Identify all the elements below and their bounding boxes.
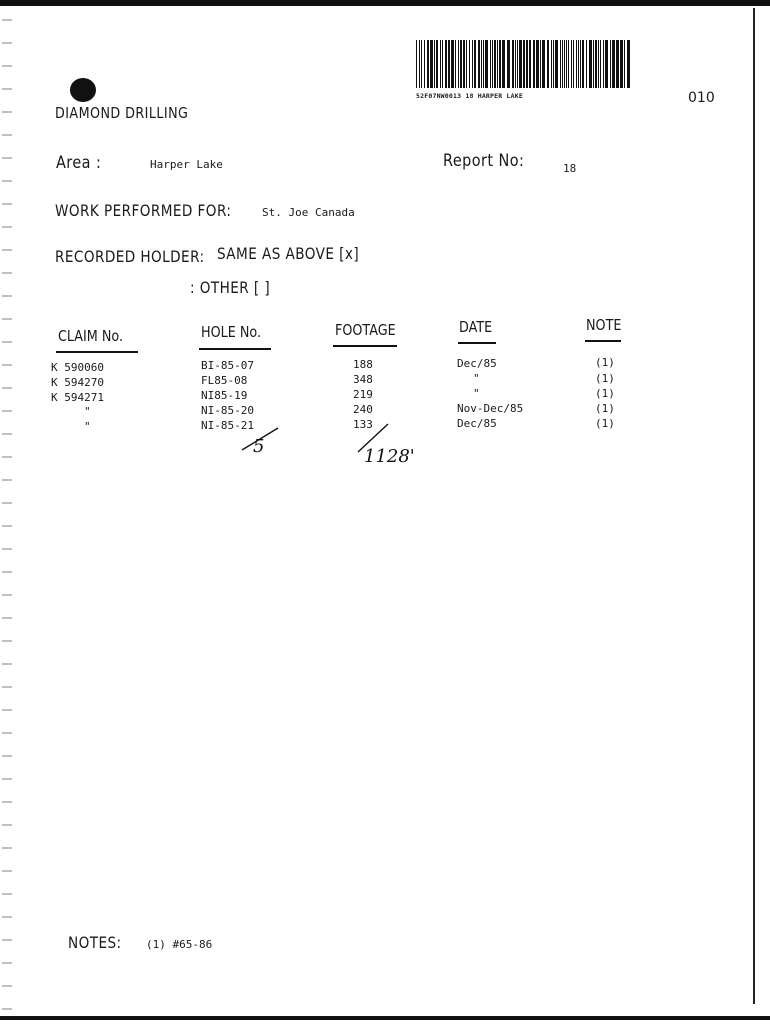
table-cell-date: " xyxy=(473,387,480,400)
table-cell-claim: " xyxy=(84,405,91,418)
barcode-bar xyxy=(593,40,594,88)
header-footage: FOOTAGE xyxy=(335,321,396,339)
table-cell-note: (1) xyxy=(595,417,615,430)
table-cell-note: (1) xyxy=(595,402,615,415)
header-note: NOTE xyxy=(586,316,622,334)
barcode-bar xyxy=(430,40,433,88)
recorded-holder-label: RECORDED HOLDER: xyxy=(55,247,205,266)
work-performed-value: St. Joe Canada xyxy=(262,206,355,219)
report-value: 18 xyxy=(563,162,577,175)
barcode-bar xyxy=(427,40,429,88)
barcode-bar xyxy=(460,40,462,88)
page-number: 010 xyxy=(688,90,715,106)
barcode-bar xyxy=(507,40,510,88)
table-cell-date: Nov-Dec/85 xyxy=(457,402,524,415)
barcode-bar xyxy=(560,40,561,88)
barcode-bar xyxy=(469,40,470,88)
barcode-bar xyxy=(419,40,420,88)
table-cell-date: Dec/85 xyxy=(457,417,497,430)
barcode-bar xyxy=(547,40,549,88)
barcode-bar xyxy=(533,40,535,88)
barcode-bar xyxy=(519,40,522,88)
notes-label: NOTES: xyxy=(68,933,122,952)
table-cell-date: Dec/85 xyxy=(457,357,497,370)
barcode-bar xyxy=(497,40,498,88)
barcode-bar xyxy=(436,40,438,88)
table-cell-hole: NI-85-21 xyxy=(201,419,254,432)
top-border xyxy=(0,0,770,6)
barcode-bar xyxy=(582,40,584,88)
right-border xyxy=(753,8,755,1004)
barcode-bar xyxy=(490,40,491,88)
table-cell-note: (1) xyxy=(595,356,615,369)
barcode xyxy=(416,40,634,88)
barcode-bar xyxy=(494,40,496,88)
other-option: : OTHER [ ] xyxy=(190,278,271,297)
barcode-bar xyxy=(440,40,441,88)
table-cell-footage: 348 xyxy=(353,373,373,386)
table-cell-claim: K 590060 xyxy=(51,361,104,374)
barcode-bar xyxy=(529,40,531,88)
table-cell-hole: NI85-19 xyxy=(201,389,248,402)
table-cell-date: " xyxy=(473,372,480,385)
table-cell-hole: FL85-08 xyxy=(201,374,248,387)
barcode-bar xyxy=(442,40,443,88)
header-rule xyxy=(56,351,138,353)
barcode-bar xyxy=(515,40,516,88)
barcode-bar xyxy=(562,40,563,88)
table-cell-note: (1) xyxy=(595,387,615,400)
barcode-bar xyxy=(472,40,473,88)
barcode-bar xyxy=(551,40,552,88)
barcode-bar xyxy=(448,40,450,88)
ink-blot xyxy=(70,78,96,102)
barcode-bar xyxy=(485,40,488,88)
table-cell-note: (1) xyxy=(595,372,615,385)
barcode-bar xyxy=(603,40,604,88)
barcode-bar xyxy=(455,40,456,88)
barcode-bar xyxy=(445,40,447,88)
barcode-bar xyxy=(481,40,482,88)
barcode-bar xyxy=(424,40,425,88)
barcode-bar xyxy=(502,40,505,88)
barcode-bar xyxy=(553,40,554,88)
barcode-bar xyxy=(555,40,558,88)
table-cell-footage: 219 xyxy=(353,388,373,401)
barcode-bar xyxy=(458,40,459,88)
header-rule xyxy=(199,348,271,350)
bottom-border xyxy=(0,1016,770,1020)
table-cell-hole: BI-85-07 xyxy=(201,359,254,372)
header-rule xyxy=(458,342,496,344)
barcode-bar xyxy=(478,40,480,88)
barcode-bar xyxy=(517,40,518,88)
area-value: Harper Lake xyxy=(150,158,223,171)
barcode-bar xyxy=(578,40,579,88)
barcode-bar xyxy=(571,40,572,88)
barcode-bar xyxy=(492,40,493,88)
header-date: DATE xyxy=(459,318,493,336)
barcode-bar xyxy=(483,40,484,88)
barcode-bar xyxy=(568,40,569,88)
table-cell-claim: K 594271 xyxy=(51,391,104,404)
barcode-bar xyxy=(466,40,467,88)
barcode-bar xyxy=(499,40,501,88)
scan-speckle xyxy=(2,10,12,1010)
report-label: Report No: xyxy=(443,151,525,171)
handwritten-hole-total: 5 xyxy=(253,436,265,457)
table-cell-claim: " xyxy=(84,420,91,433)
barcode-bar xyxy=(542,40,545,88)
barcode-bar xyxy=(605,40,608,88)
header-rule xyxy=(585,340,621,342)
barcode-bar xyxy=(624,40,625,88)
barcode-bar xyxy=(576,40,577,88)
notes-value: (1) #65-86 xyxy=(146,938,213,951)
barcode-bar xyxy=(595,40,597,88)
barcode-bar xyxy=(589,40,592,88)
work-performed-label: WORK PERFORMED FOR: xyxy=(55,201,232,220)
barcode-bar xyxy=(463,40,465,88)
barcode-bar xyxy=(451,40,454,88)
barcode-bar xyxy=(620,40,623,88)
header-rule xyxy=(333,345,397,347)
table-cell-footage: 240 xyxy=(353,403,373,416)
table-cell-claim: K 594270 xyxy=(51,376,104,389)
barcode-bar xyxy=(586,40,587,88)
table-cell-hole: NI-85-20 xyxy=(201,404,254,417)
barcode-bar xyxy=(564,40,565,88)
barcode-bar xyxy=(627,40,630,88)
barcode-bar xyxy=(612,40,615,88)
barcode-bar xyxy=(536,40,539,88)
barcode-bar xyxy=(540,40,541,88)
document-title: DIAMOND DRILLING xyxy=(55,104,189,122)
barcode-bar xyxy=(580,40,581,88)
barcode-bar xyxy=(526,40,528,88)
table-cell-footage: 133 xyxy=(353,418,373,431)
header-hole-no: HOLE No. xyxy=(201,323,262,341)
barcode-bar xyxy=(512,40,514,88)
barcode-bar xyxy=(566,40,567,88)
barcode-caption: 52F07NW0013 18 HARPER LAKE xyxy=(416,92,523,100)
barcode-bar xyxy=(600,40,601,88)
barcode-bar xyxy=(610,40,611,88)
barcode-bar xyxy=(474,40,476,88)
barcode-bar xyxy=(598,40,599,88)
table-cell-footage: 188 xyxy=(353,358,373,371)
barcode-bar xyxy=(421,40,422,88)
barcode-bar xyxy=(416,40,417,88)
barcode-bar xyxy=(434,40,435,88)
header-claim-no: CLAIM No. xyxy=(58,327,124,345)
barcode-bar xyxy=(523,40,525,88)
barcode-bar xyxy=(616,40,619,88)
barcode-bar xyxy=(573,40,574,88)
area-label: Area : xyxy=(56,153,102,173)
same-as-above-option: SAME AS ABOVE [x] xyxy=(217,244,360,263)
handwritten-footage-total: 1128' xyxy=(364,446,415,467)
